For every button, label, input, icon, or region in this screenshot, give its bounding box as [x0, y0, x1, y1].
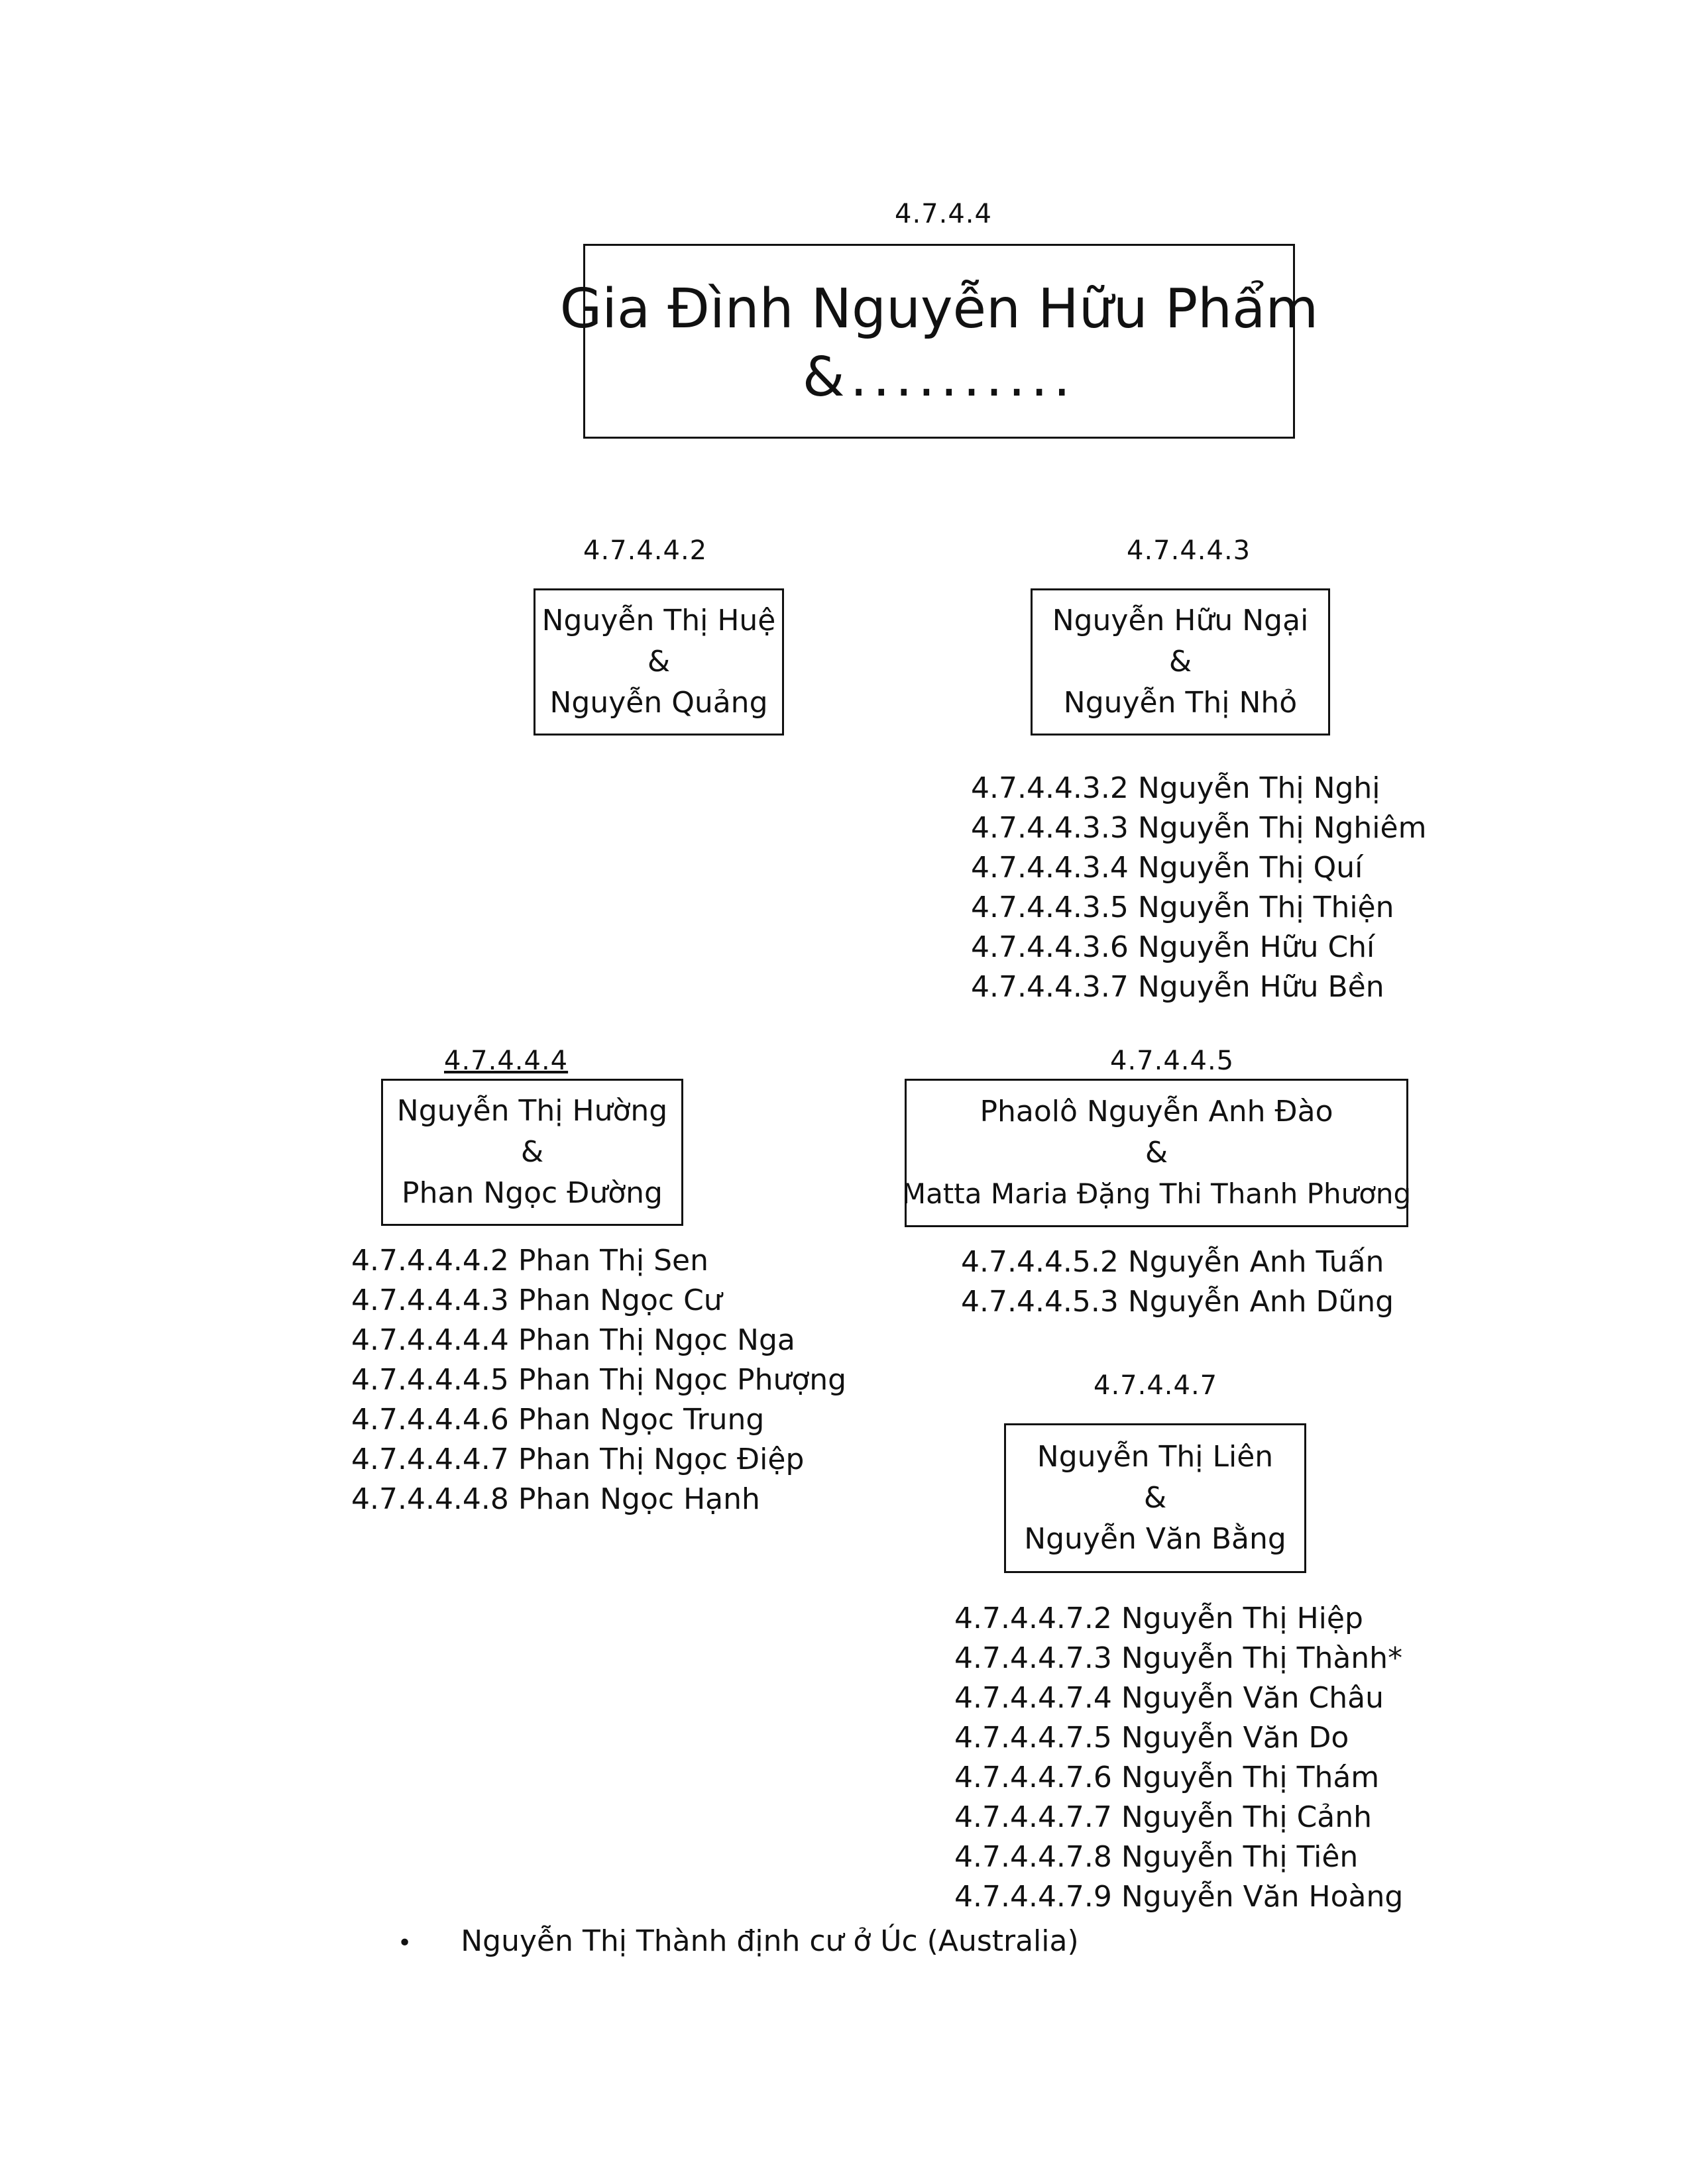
person-name: Nguyễn Thị Huệ [541, 604, 776, 637]
couple-box [534, 588, 784, 736]
list-item: 4.7.4.4.7.2 Nguyễn Thị Hiệp [954, 1602, 1363, 1635]
couple-box [381, 1079, 683, 1226]
couple-box [901, 1079, 1412, 1227]
ampersand: & [520, 1135, 544, 1169]
list-item: 4.7.4.4.5.3 Nguyễn Anh Dũng [961, 1285, 1394, 1319]
list-item: 4.7.4.4.3.5 Nguyễn Thị Thiện [971, 891, 1394, 924]
list-item: 4.7.4.4.7.7 Nguyễn Thị Cảnh [954, 1800, 1373, 1834]
list-item: 4.7.4.4.4.7 Phan Thị Ngọc Điệp [351, 1443, 805, 1476]
spouse-name: Matta Maria Đặng Thi Thanh Phương [901, 1177, 1412, 1210]
list-item: 4.7.4.4.3.3 Nguyễn Thị Nghiêm [971, 811, 1427, 845]
list-item: 4.7.4.4.4.6 Phan Ngọc Trung [351, 1403, 765, 1437]
ampersand: & [647, 645, 671, 679]
family-spouse: &.......... [802, 346, 1076, 409]
footnote [398, 1922, 1079, 1963]
family-code: 4.7.4.4 [895, 199, 992, 229]
list-item: 4.7.4.4.7.8 Nguyễn Thị Tiên [954, 1840, 1359, 1874]
list-item: 4.7.4.4.5.2 Nguyễn Anh Tuấn [961, 1245, 1384, 1279]
list-item: 4.7.4.4.7.4 Nguyễn Văn Châu [954, 1681, 1384, 1715]
list-item: 4.7.4.4.3.4 Nguyễn Thị Quí [971, 851, 1363, 885]
family-title: Gia Đình Nguyễn Hữu Phẩm [559, 278, 1319, 341]
branch-code: 4.7.4.4.4 [444, 1046, 569, 1076]
ampersand: & [1145, 1136, 1168, 1170]
list-item: 4.7.4.4.7.9 Nguyễn Văn Hoàng [954, 1880, 1404, 1914]
person-name: Nguyễn Thị Liên [1037, 1440, 1274, 1474]
couple-box [1031, 588, 1330, 736]
person-name: Phaolô Nguyễn Anh Đào [980, 1095, 1333, 1128]
person-name: Nguyễn Hữu Ngại [1052, 604, 1309, 637]
ampersand: & [1168, 645, 1192, 679]
branch-code: 4.7.4.4.3 [1127, 535, 1251, 566]
family-title-box [559, 244, 1319, 439]
spouse-name: Nguyễn Quảng [549, 686, 768, 720]
list-item: 4.7.4.4.4.5 Phan Thị Ngọc Phượng [351, 1363, 847, 1397]
person-name: Nguyễn Thị Hường [396, 1094, 668, 1128]
list-item: 4.7.4.4.7.5 Nguyễn Văn Do [954, 1721, 1349, 1755]
children-list [971, 769, 1426, 1007]
children-list [351, 1241, 846, 1519]
children-list [961, 1242, 1394, 1322]
list-item: 4.7.4.4.7.3 Nguyễn Thị Thành* [954, 1641, 1403, 1675]
list-item: 4.7.4.4.4.2 Phan Thị Sen [351, 1244, 708, 1278]
spouse-name: Phan Ngọc Đường [402, 1176, 663, 1210]
list-item: 4.7.4.4.3.7 Nguyễn Hữu Bền [971, 970, 1384, 1004]
list-item: 4.7.4.4.3.2 Nguyễn Thị Nghị [971, 771, 1380, 805]
couple-box [1004, 1423, 1306, 1573]
children-list [954, 1599, 1403, 1917]
list-item: 4.7.4.4.4.3 Phan Ngọc Cư [351, 1283, 722, 1317]
list-item: 4.7.4.4.4.4 Phan Thị Ngọc Nga [351, 1323, 795, 1357]
branch-code: 4.7.4.4.5 [1110, 1046, 1235, 1076]
spouse-name: Nguyễn Thị Nhỏ [1063, 686, 1298, 720]
spouse-name: Nguyễn Văn Bằng [1024, 1522, 1286, 1556]
branch-code: 4.7.4.4.7 [1094, 1370, 1218, 1401]
ampersand: & [1143, 1481, 1167, 1515]
list-item: 4.7.4.4.4.8 Phan Ngọc Hạnh [351, 1482, 760, 1516]
branch-code: 4.7.4.4.2 [583, 535, 708, 566]
bullet-icon: • [398, 1930, 412, 1957]
list-item: 4.7.4.4.7.6 Nguyễn Thị Thám [954, 1761, 1380, 1794]
footnote-text: Nguyễn Thị Thành định cư ở Úc (Australia) [461, 1924, 1079, 1958]
list-item: 4.7.4.4.3.6 Nguyễn Hữu Chí [971, 930, 1375, 964]
